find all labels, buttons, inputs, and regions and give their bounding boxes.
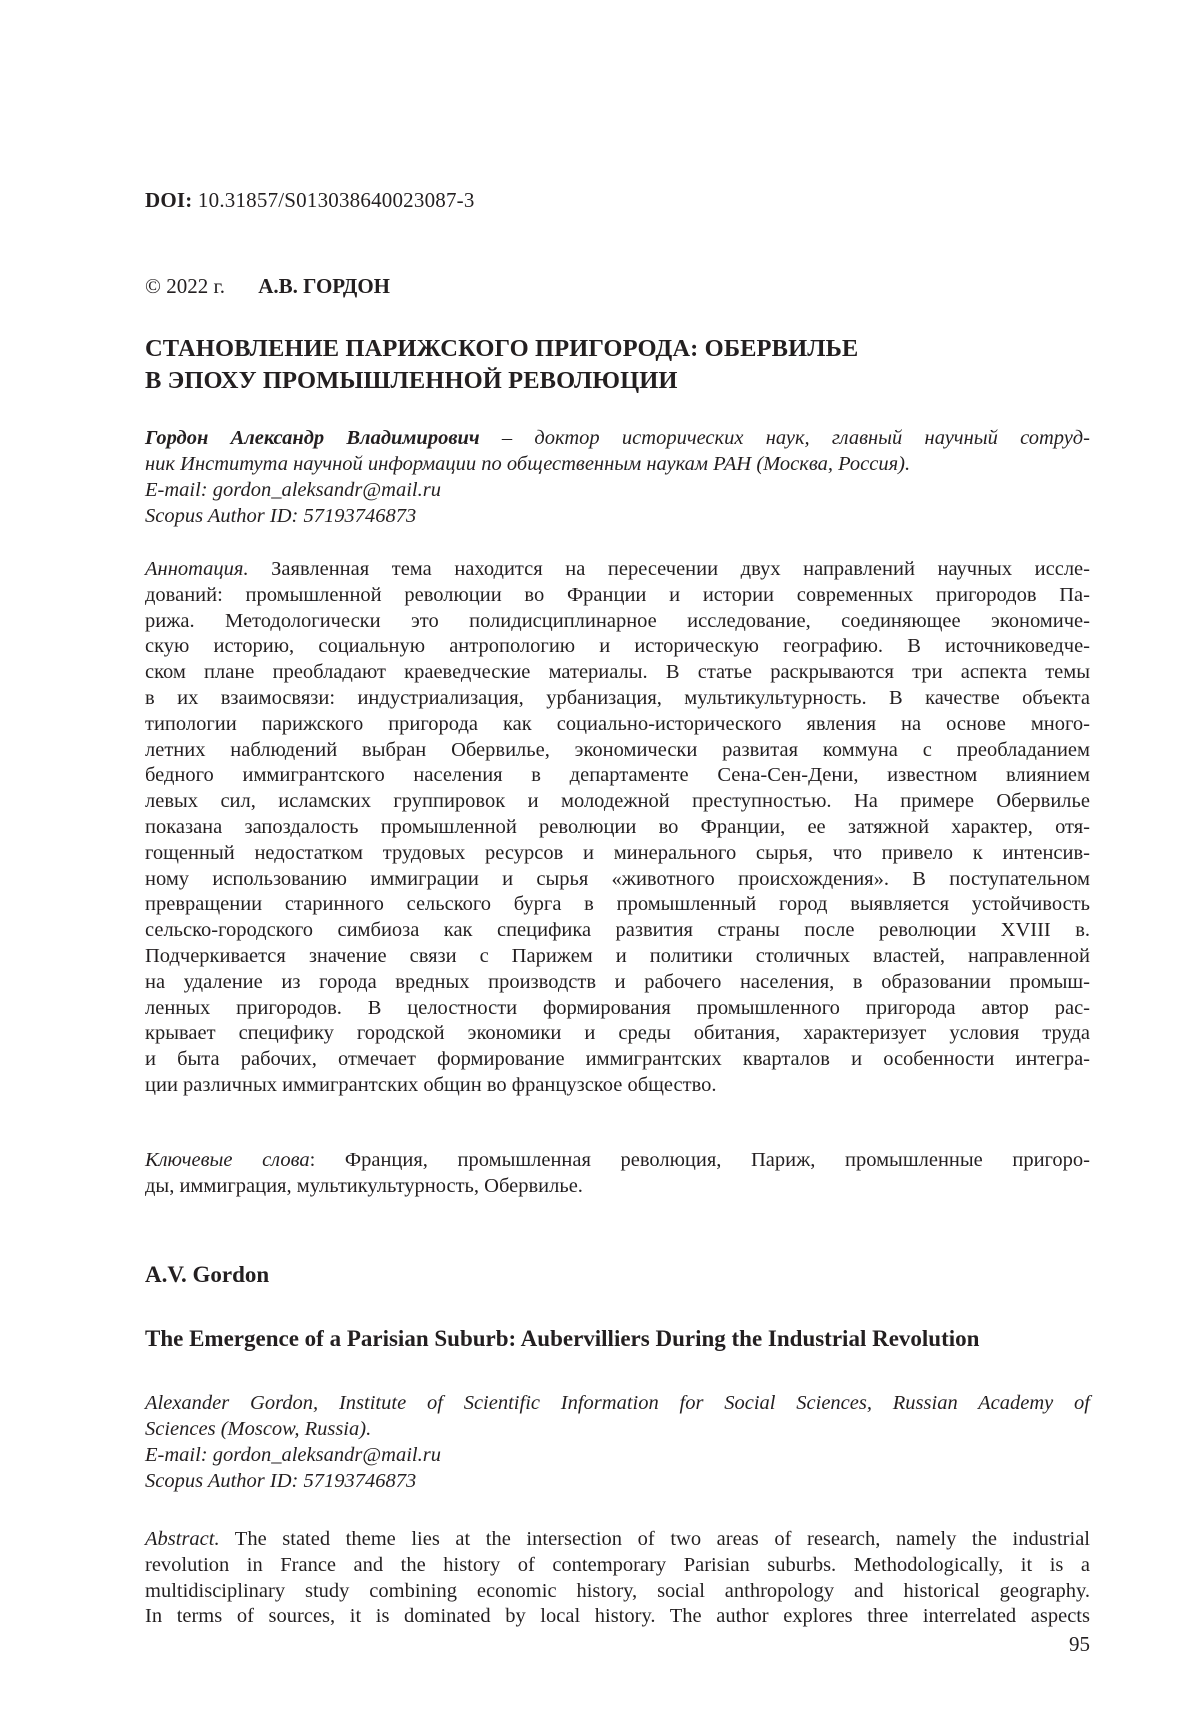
affiliation-line: Alexander Gordon, Institute of Scientific Information for Social Sciences, Russian Academy of — [145, 1392, 1090, 1414]
abstract-label: Аннотация. — [145, 558, 249, 580]
copyright-line — [145, 274, 1090, 299]
abstract-line: бедного иммигрантского населения в департаменте Сена-Сен-Дени, известном влиянием — [145, 764, 1090, 787]
bio-line: ник Института научной информации по общественным наукам РАН (Москва, Россия). — [145, 453, 911, 475]
article-title-ru — [145, 333, 1090, 397]
bio-line: Гордон Александр Владимирович – доктор исторических наук, главный научный сотруд- — [145, 427, 1090, 449]
abstract-line: летних наблюдений выбран Обервилье, экономически развитая коммуна с преобладанием — [145, 738, 1090, 761]
author-name-en: A.V. Gordon — [145, 1262, 270, 1287]
affiliation-scopus-id: Scopus Author ID: 57193746873 — [145, 1470, 417, 1492]
abstract-en-line: revolution in France and the history of contemporary Parisian suburbs. Methodologically, it is a — [145, 1553, 1090, 1576]
abstract-en — [145, 1527, 1090, 1630]
title-line: СТАНОВЛЕНИЕ ПАРИЖСКОГО ПРИГОРОДА: ОБЕРВИЛЬЕ — [145, 335, 859, 362]
abstract-line: ленных пригородов. В целостности формирования промышленного пригорода автор рас- — [145, 996, 1090, 1019]
keywords-ru — [145, 1147, 1090, 1199]
abstract-line: Подчеркивается значение связи с Парижем и политики столичных властей, направленной — [145, 944, 1090, 967]
abstract-line: левых сил, исламских группировок и молодежной преступностью. На примере Обервилье — [145, 790, 1090, 813]
abstract-line: сельско-городского симбиоза как специфика развития страны после революции XVIII в. — [145, 919, 1090, 942]
bio-scopus-id: Scopus Author ID: 57193746873 — [145, 505, 417, 527]
bio-email[interactable]: E-mail: gordon_aleksandr@mail.ru — [145, 479, 441, 501]
copyright-year: © 2022 г. — [145, 274, 225, 298]
doi-value[interactable]: 10.31857/S013038640023087-3 — [197, 188, 475, 212]
abstract-line: крывает специфику городской экономики и среды обитания, характеризует условия труда — [145, 1022, 1090, 1045]
abstract-line: ском плане преобладают краеведческие материалы. В статье раскрываются три аспекта темы — [145, 661, 1090, 684]
abstract-line: рижа. Методологически это полидисциплинарное исследование, соединяющее экономиче- — [145, 609, 1090, 632]
abstract-en-label: Abstract. — [145, 1528, 220, 1550]
abstract-line: гощенный недостатком трудовых ресурсов и минерального сырья, что привело к интенсив- — [145, 841, 1090, 864]
abstract-line: и быта рабочих, отмечает формирование иммигрантских кварталов и особенности интегра- — [145, 1048, 1090, 1071]
abstract-line: ции различных иммигрантских общин во французское общество. — [145, 1073, 717, 1096]
author-affiliation-en — [145, 1390, 1090, 1494]
abstract-line: типологии парижского пригорода как социально-исторического явления на основе много- — [145, 712, 1090, 735]
author-name-ru: А.В. ГОРДОН — [258, 274, 390, 298]
abstract-en-line: multidisciplinary study combining economic history, social anthropology and historical geography. — [145, 1579, 1090, 1602]
abstract-line: превращении старинного сельского бурга в промышленный город выявляется устойчивость — [145, 893, 1090, 916]
abstract-line: дований: промышленной революции во Франции и истории современных пригородов Па- — [145, 583, 1090, 606]
abstract-line: показана запоздалость промышленной революции во Франции, ее затяжной характер, отя- — [145, 815, 1090, 838]
doi-line — [145, 188, 1090, 213]
affiliation-email[interactable]: E-mail: gordon_aleksandr@mail.ru — [145, 1444, 441, 1466]
keywords-line: Ключевые слова: Франция, промышленная революция, Париж, промышленные пригоро- — [145, 1149, 1091, 1171]
page-number: 95 — [1069, 1632, 1090, 1656]
keywords-label: Ключевые слова — [145, 1149, 310, 1171]
bio-author-name: Гордон Александр Владимирович — [145, 427, 480, 449]
abstract-ru — [145, 557, 1090, 1099]
abstract-line: скую историю, социальную антропологию и историческую географию. В источниковедче- — [145, 635, 1090, 658]
abstract-line: в их взаимосвязи: индустриализация, урбанизация, мультикультурность. В качестве объекта — [145, 686, 1090, 709]
doi-label: DOI: — [145, 188, 193, 212]
abstract-en-line: Abstract. The stated theme lies at the intersection of two areas of research, namely the industrial — [145, 1528, 1090, 1550]
article-title-en: The Emergence of a Parisian Suburb: Aubervilliers During the Industrial Revolution — [145, 1326, 980, 1351]
keywords-line: ды, иммиграция, мультикультурность, Обервилье. — [145, 1175, 583, 1197]
title-line: В ЭПОХУ ПРОМЫШЛЕННОЙ РЕВОЛЮЦИИ — [145, 367, 678, 394]
abstract-line: на удаление из города вредных производств и рабочего населения, в образовании промыш- — [145, 970, 1090, 993]
abstract-line: Аннотация. Заявленная тема находится на пересечении двух направлений научных иссле- — [145, 558, 1090, 580]
affiliation-line: Sciences (Moscow, Russia). — [145, 1418, 372, 1440]
abstract-en-line: In terms of sources, it is dominated by local history. The author explores three interrelated aspects — [145, 1605, 1090, 1628]
abstract-line: ному использованию иммиграции и сырья «животного происхождения». В поступательном — [145, 867, 1090, 890]
author-bio-ru — [145, 425, 1090, 529]
